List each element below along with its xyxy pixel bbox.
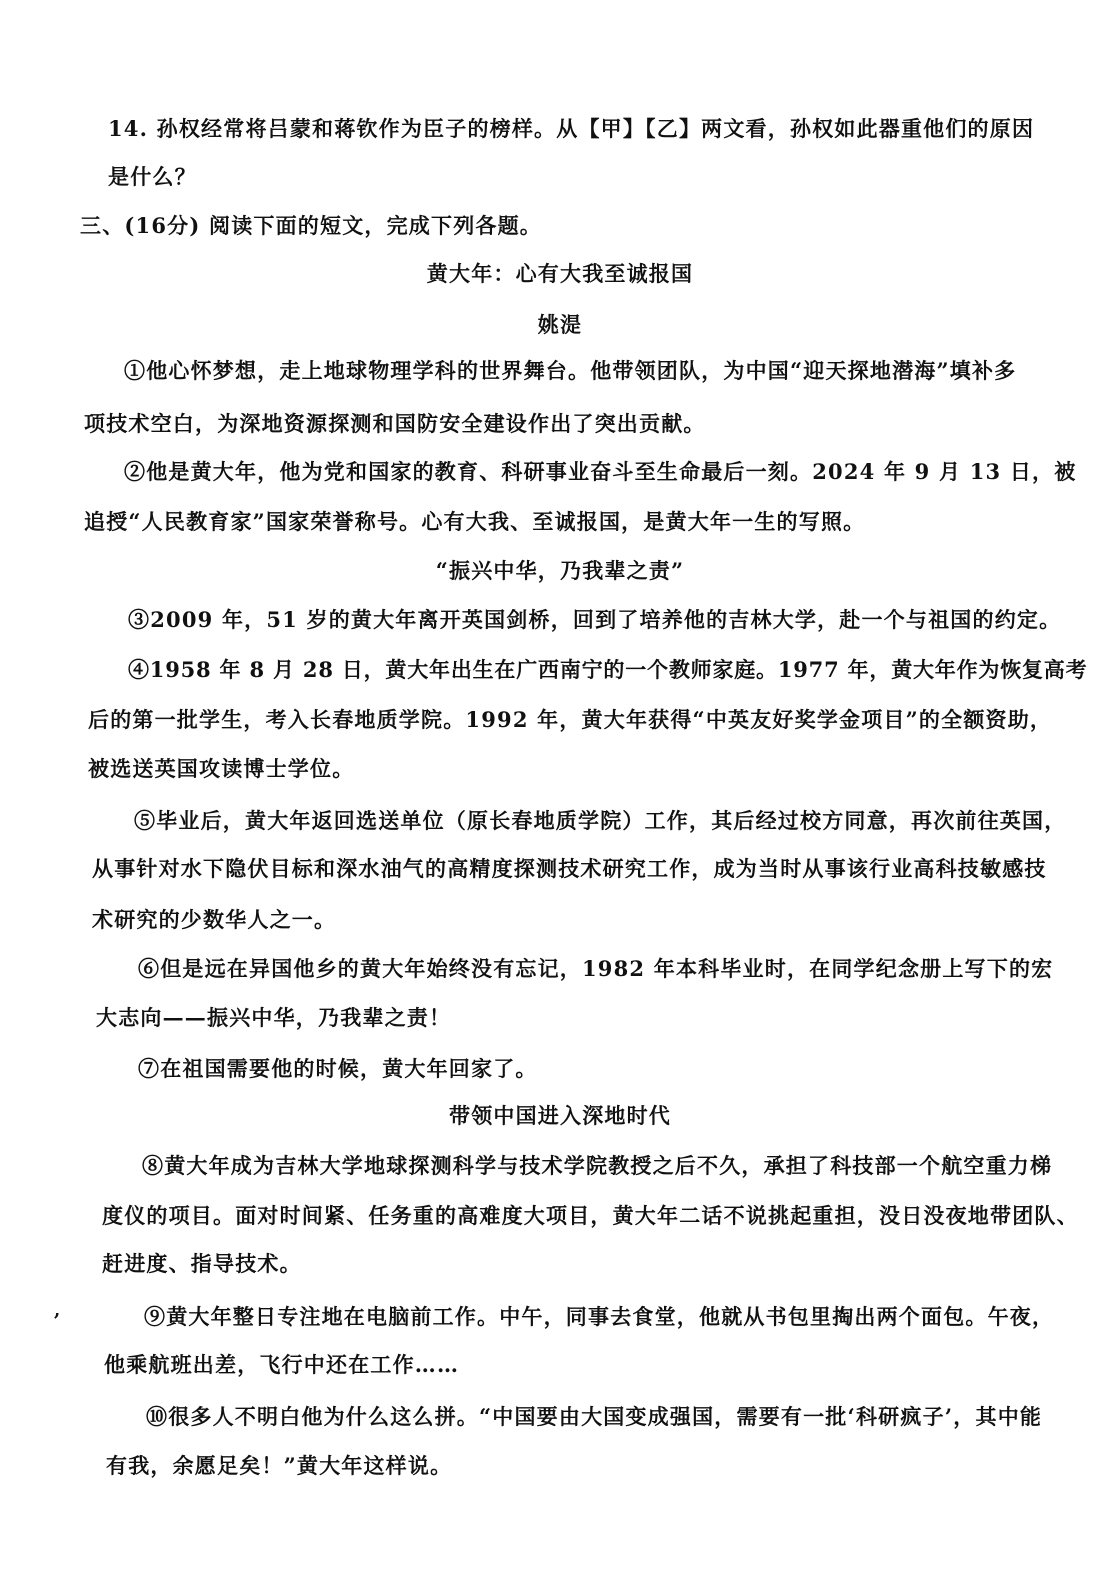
paragraph-3-line-1: ③2009 年，51 岁的黄大年离开英国剑桥，回到了培养他的吉林大学，赴一个与祖国的约定。	[128, 607, 1062, 632]
paragraph-2-line-1: ②他是黄大年，他为党和国家的教育、科研事业奋斗至生命最后一刻。2024 年 9 月 13 日，被	[124, 459, 1077, 484]
paragraph-5-line-2: 从事针对水下隐伏目标和深水油气的高精度探测技术研究工作，成为当时从事该行业高科技敏感技	[92, 856, 1047, 881]
paragraph-8-line-3: 赶进度、指导技术。	[102, 1251, 302, 1276]
subtitle-2: 带领中国进入深地时代	[449, 1103, 671, 1128]
paragraph-10-line-1: ⑩很多人不明白他为什么这么拼。“中国要由大国变成强国，需要有一批‘科研疯子’，其中能	[146, 1404, 1043, 1429]
paragraph-1-line-2: 项技术空白，为深地资源探测和国防安全建设作出了突出贡献。	[84, 411, 706, 436]
question-14-line-2: 是什么？	[108, 164, 197, 189]
section-3-header: 三、(16分) 阅读下面的短文，完成下列各题。	[80, 213, 543, 238]
paragraph-1-line-1: ①他心怀梦想，走上地球物理学科的世界舞台。他带领团队，为中国“迎天探地潜海”填补多	[124, 358, 1017, 383]
article-title: 黄大年：心有大我至诚报国	[426, 261, 694, 286]
paragraph-9-line-2: 他乘航班出差，飞行中还在工作……	[104, 1352, 460, 1377]
paragraph-6-line-1: ⑥但是远在异国他乡的黄大年始终没有忘记，1982 年本科毕业时，在同学纪念册上写下的宏	[138, 956, 1054, 981]
subtitle-1: “振兴中华，乃我辈之责”	[435, 558, 685, 583]
paragraph-9-line-1: ⑨黄大年整日专注地在电脑前工作。中午，同事去食堂，他就从书包里掏出两个面包。午夜，	[144, 1304, 1055, 1329]
paragraph-8-line-2: 度仪的项目。面对时间紧、任务重的高难度大项目，黄大年二话不说挑起重担，没日没夜地带团队、	[102, 1203, 1079, 1228]
article-author: 姚湜	[537, 312, 583, 337]
paragraph-4-line-2: 后的第一批学生，考入长春地质学院。1992 年，黄大年获得“中英友好奖学金项目”的全额资助，	[88, 707, 1053, 732]
paragraph-5-line-1: ⑤毕业后，黄大年返回选送单位（原长春地质学院）工作，其后经过校方同意，再次前往英国，	[134, 808, 1067, 833]
paragraph-4-line-1: ④1958 年 8 月 28 日，黄大年出生在广西南宁的一个教师家庭。1977 年，黄大年作为恢复高考	[128, 657, 1088, 682]
paragraph-5-line-3: 术研究的少数华人之一。	[92, 907, 337, 932]
paragraph-2-line-2: 追授“人民教育家”国家荣誉称号。心有大我、至诚报国，是黄大年一生的写照。	[84, 509, 866, 534]
paragraph-8-line-1: ⑧黄大年成为吉林大学地球探测科学与技术学院教授之后不久，承担了科技部一个航空重力梯	[142, 1153, 1053, 1178]
paragraph-4-line-3: 被选送英国攻读博士学位。	[88, 756, 355, 781]
question-14-line-1: 14. 孙权经常将吕蒙和蒋钦作为臣子的榜样。从【甲】【乙】两文看，孙权如此器重他们的原因	[108, 116, 1035, 141]
paragraph-7-line-1: ⑦在祖国需要他的时候，黄大年回家了。	[138, 1056, 538, 1081]
stray-mark: ,	[54, 1300, 61, 1321]
paragraph-6-line-2: 大志向——振兴中华，乃我辈之责！	[96, 1005, 452, 1030]
paragraph-10-line-2: 有我，余愿足矣！”黄大年这样说。	[106, 1453, 453, 1478]
